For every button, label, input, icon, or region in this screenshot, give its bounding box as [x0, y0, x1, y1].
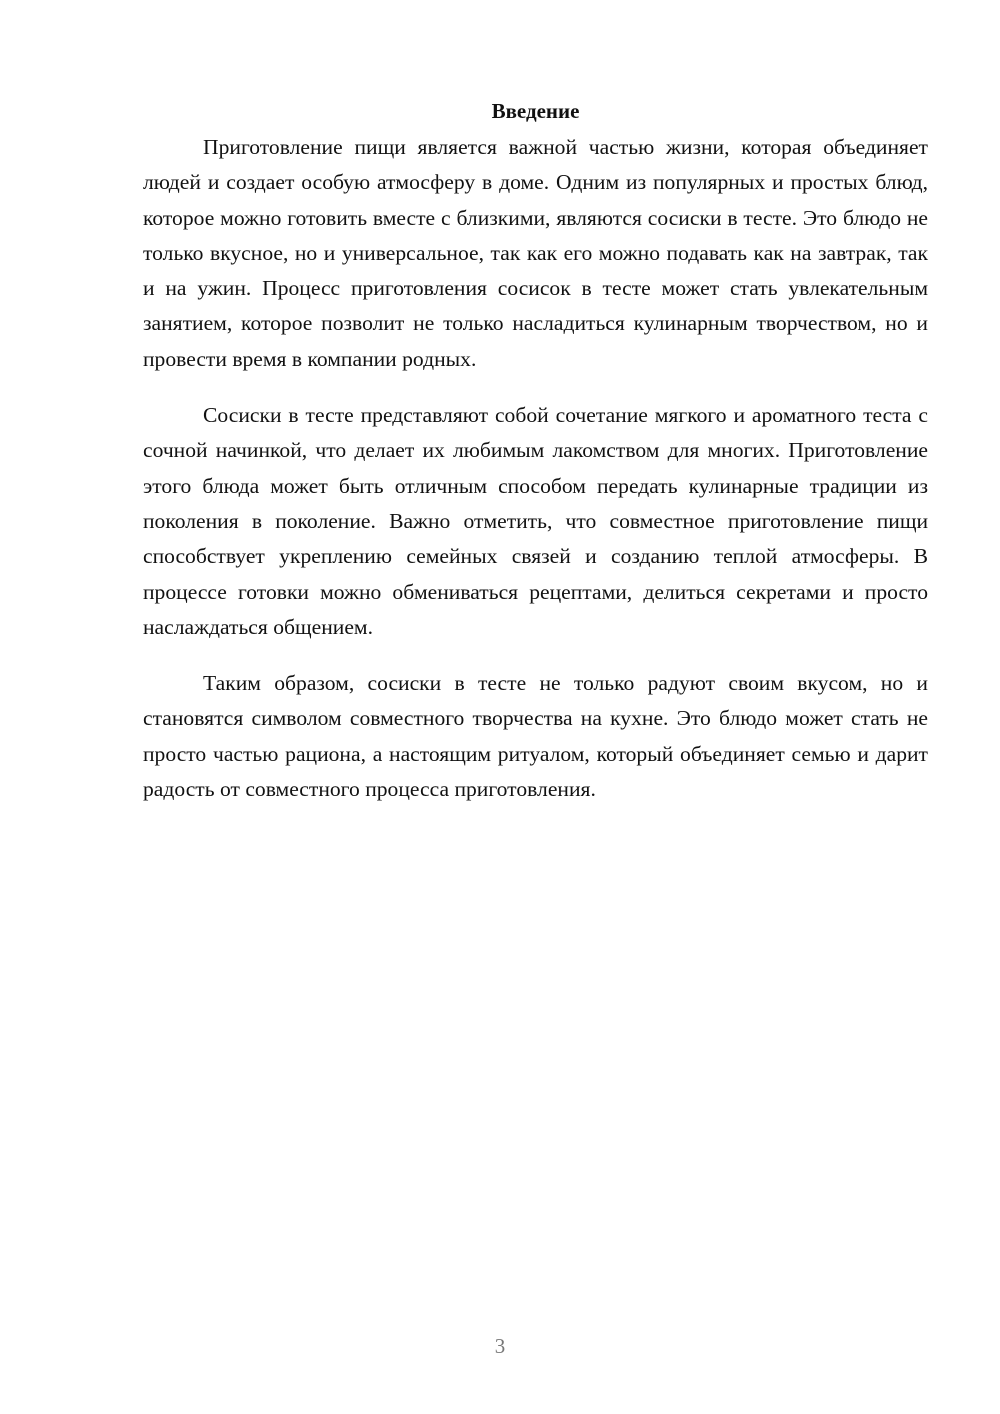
paragraph-conclusion: Таким образом, сосиски в тесте не только радуют своим вкусом, но и становятся символом совместного творчества на кухне. Это блюдо может стать не просто частью рациона, а настоящим ритуалом, который объединяет семью и дарит радость от совместного процесса приготовления.: [143, 671, 928, 802]
page-number: 3: [494, 1334, 506, 1358]
page-content: [143, 96, 928, 828]
section-heading: Введение: [491, 99, 580, 123]
paragraph-description: Сосиски в тесте представляют собой сочетание мягкого и ароматного теста с сочной начинкой, что делает их любимым лакомством для многих. Приготовление этого блюда может быть отличным способом передать кулинарные традиции из поколения в поколение. Важно отметить, что совместное приготовление пищи способствует укреплению семейных связей и созданию теплой атмосферы. В процессе готовки можно обмениваться рецептами, делиться секретами и просто наслаждаться общением.: [143, 403, 928, 639]
paragraph-intro: Приготовление пищи является важной частью жизни, которая объединяет людей и создает особую атмосферу в доме. Одним из популярных и простых блюд, которое можно готовить вместе с близкими, являются сосиски в тесте. Это блюдо не только вкусное, но и универсальное, так как его можно подавать как на завтрак, так и на ужин. Процесс приготовления сосисок в тесте может стать увлекательным занятием, которое позволит не только насладиться кулинарным творчеством, но и провести время в компании родных.: [143, 135, 928, 371]
